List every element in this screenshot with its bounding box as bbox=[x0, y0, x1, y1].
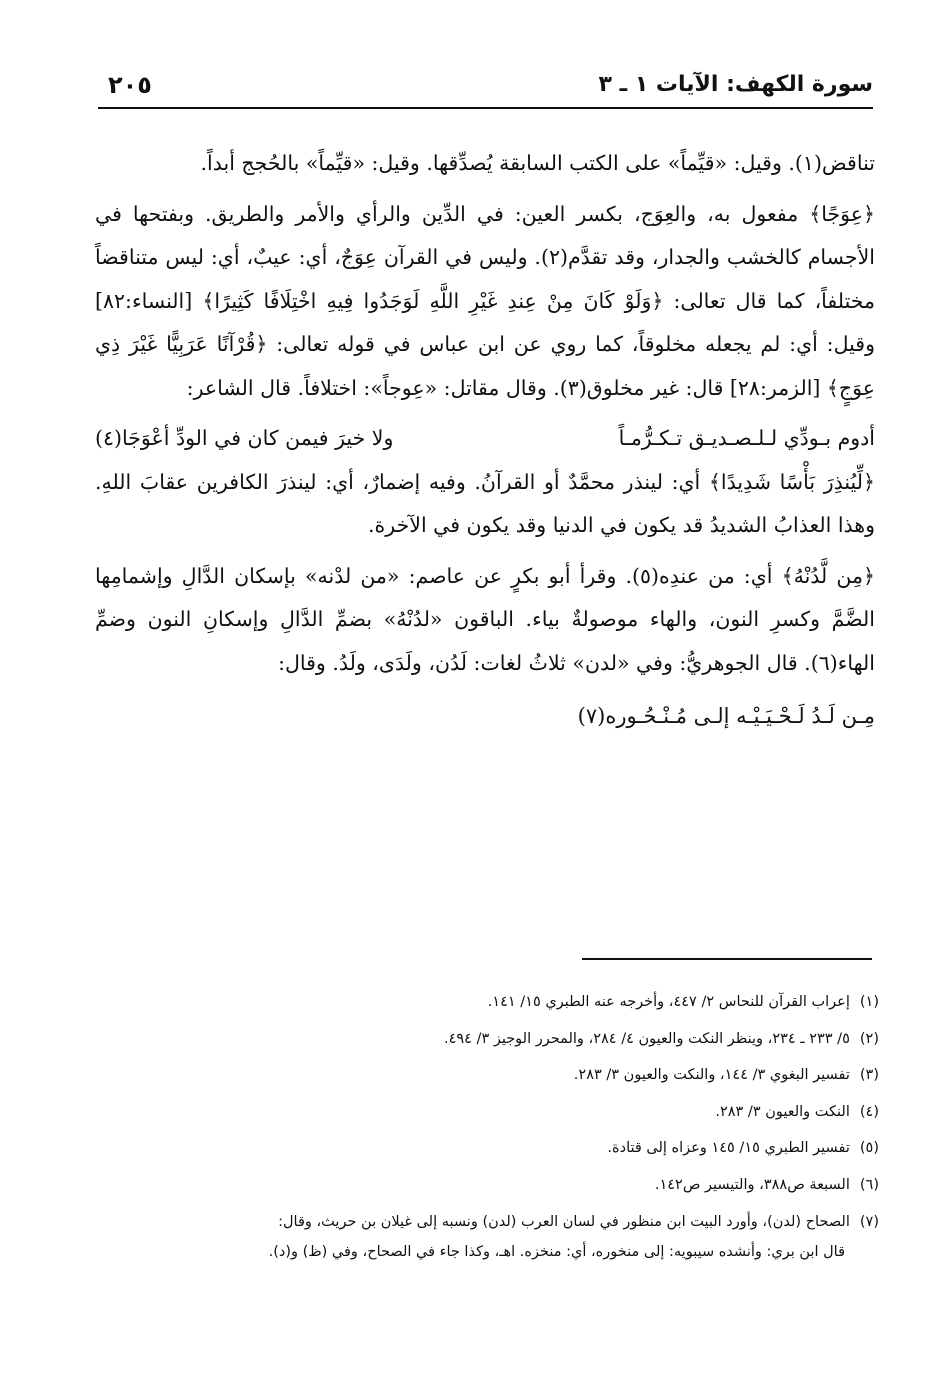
footnote-7-continued: قال ابن بري: وأنشده سيبويه: إلى منخوره، أي: منخزه. اهـ، وكذا جاء في الصحاح، وفي (ظ) و(د). bbox=[268, 1244, 845, 1260]
paragraph-1: تناقض(١). وقيل: «قيِّماً» على الكتب السابقة يُصدِّقها. وقيل: «قيِّماً» بالحُجج أبداً. bbox=[200, 151, 875, 175]
paragraph-3: ﴿لِّيُنذِرَ بَأْسًا شَدِيدًا﴾ أي: لينذر محمَّدٌ أو القرآنُ. وفيه إضمارٌ، أي: لينذرَ الكافرين عقابَ اللهِ. وهذا العذابُ الشديدُ قد يكون في الدنيا وقد يكون في الآخرة. bbox=[95, 469, 875, 537]
footnotes bbox=[79, 984, 879, 1267]
footnote-separator bbox=[582, 958, 872, 960]
footnote-text: تفسير البغوي ٣/ ١٤٤، والنكت والعيون ٣/ ٢٨٣. bbox=[573, 1067, 850, 1083]
paragraph-2: ﴿عِوَجًا﴾ مفعول به، والعِوَج، بكسر العين: في الدِّين والرأي والأمر والطريق. وبفتحها في الأجسام كالخشب والجدار، وقد تقدَّم(٢). وليس في القرآن عِوَجٌ، أي: عيبٌ، أي: ليس متناقضاً مختلفاً، كما قال تعالى: ﴿وَلَوْ كَانَ مِنْ عِندِ غَيْرِ اللَّهِ لَوَجَدُوا فِيهِ اخْتِلَافًا كَثِيرًا﴾ [النساء:٨٢] وقيل: أي: لم يجعله مخلوقاً، كما روي عن ابن عباس في قوله تعالى: ﴿قُرْآنًا عَرَبِيًّا غَيْرَ ذِي عِوَجٍ﴾ [الزمر:٢٨] قال: غير مخلوق(٣). وقال مقاتل: «عِوجاً»: اختلافاً. قال الشاعر: bbox=[95, 201, 875, 400]
footnote-5 bbox=[79, 1130, 879, 1167]
footnote-text: تفسير الطبري ١٥/ ١٤٥ وعزاه إلى قتادة. bbox=[607, 1140, 850, 1156]
page-header bbox=[98, 68, 873, 104]
footnote-1 bbox=[79, 984, 879, 1021]
footnote-number: (٧) bbox=[859, 1214, 879, 1230]
paragraph-4: ﴿مِن لَّدُنْهُ﴾ أي: من عندِه(٥). وقرأ أبو بكرٍ عن عاصم: «من لدْنه» بإسكان الدَّالِ وإشمامِها الضَّمَّ وكسرِ النون، والهاء موصولةٌ بياء. الباقون «لدُنْهُ» بضمِّ الدَّالِ وإسكانِ النون وضمِّ الهاء(٦). قال الجوهريُّ: وفي «لدن» ثلاثُ لغات: لَدُن، ولَدَى، ولَدُ. وقال: bbox=[95, 563, 876, 675]
footnote-number: (٤) bbox=[859, 1103, 879, 1120]
poetry-verse bbox=[95, 417, 875, 461]
verse-second-hemistich: ولا خيرَ فيمن كان في الودِّ أعْوَجَا(٤) bbox=[95, 426, 394, 450]
footnote-text: إعراب القرآن للنحاس ٢/ ٤٤٧، وأخرجه عنه الطبري ١٥/ ١٤١. bbox=[487, 994, 850, 1010]
footnote-number: (٦) bbox=[859, 1176, 879, 1193]
footnote-number: (٥) bbox=[859, 1140, 879, 1156]
header-rule bbox=[98, 107, 873, 109]
page-number: ٢٠٥ bbox=[108, 71, 152, 99]
main-text bbox=[95, 142, 875, 739]
footnote-2 bbox=[79, 1021, 879, 1058]
footnote-text: ٥/ ٢٣٣ ـ ٢٣٤، وينظر النكت والعيون ٤/ ٢٨٤، والمحرر الوجيز ٣/ ٤٩٤. bbox=[443, 1030, 850, 1047]
footnote-7 bbox=[79, 1207, 879, 1237]
footnote-6 bbox=[79, 1167, 879, 1204]
running-title: سورة الكهف: الآيات ١ ـ ٣ bbox=[598, 72, 873, 97]
footnote-text: النكت والعيون ٣/ ٢٨٣. bbox=[715, 1103, 850, 1120]
footnote-number: (٣) bbox=[859, 1067, 879, 1083]
footnote-text: السبعة ص٣٨٨، والتيسير ص١٤٢. bbox=[654, 1176, 850, 1193]
footnote-3 bbox=[79, 1057, 879, 1094]
footnote-4 bbox=[79, 1094, 879, 1131]
footnote-text: الصحاح (لدن)، وأورد البيت ابن منظور في لسان العرب (لدن) ونسبه إلى غيلان بن حريث، وقال: bbox=[278, 1214, 850, 1230]
verse-first-hemistich: أدوم بـودِّي لـلـصـديـق تـكـرُّمـاً bbox=[618, 426, 875, 450]
footnote-number: (١) bbox=[859, 994, 879, 1010]
centered-verse: مِـن لَـدُ لَـحْـيَـيْـه إلـى مُـنْـحُـوره(٧) bbox=[577, 704, 875, 728]
footnote-number: (٢) bbox=[859, 1030, 879, 1047]
